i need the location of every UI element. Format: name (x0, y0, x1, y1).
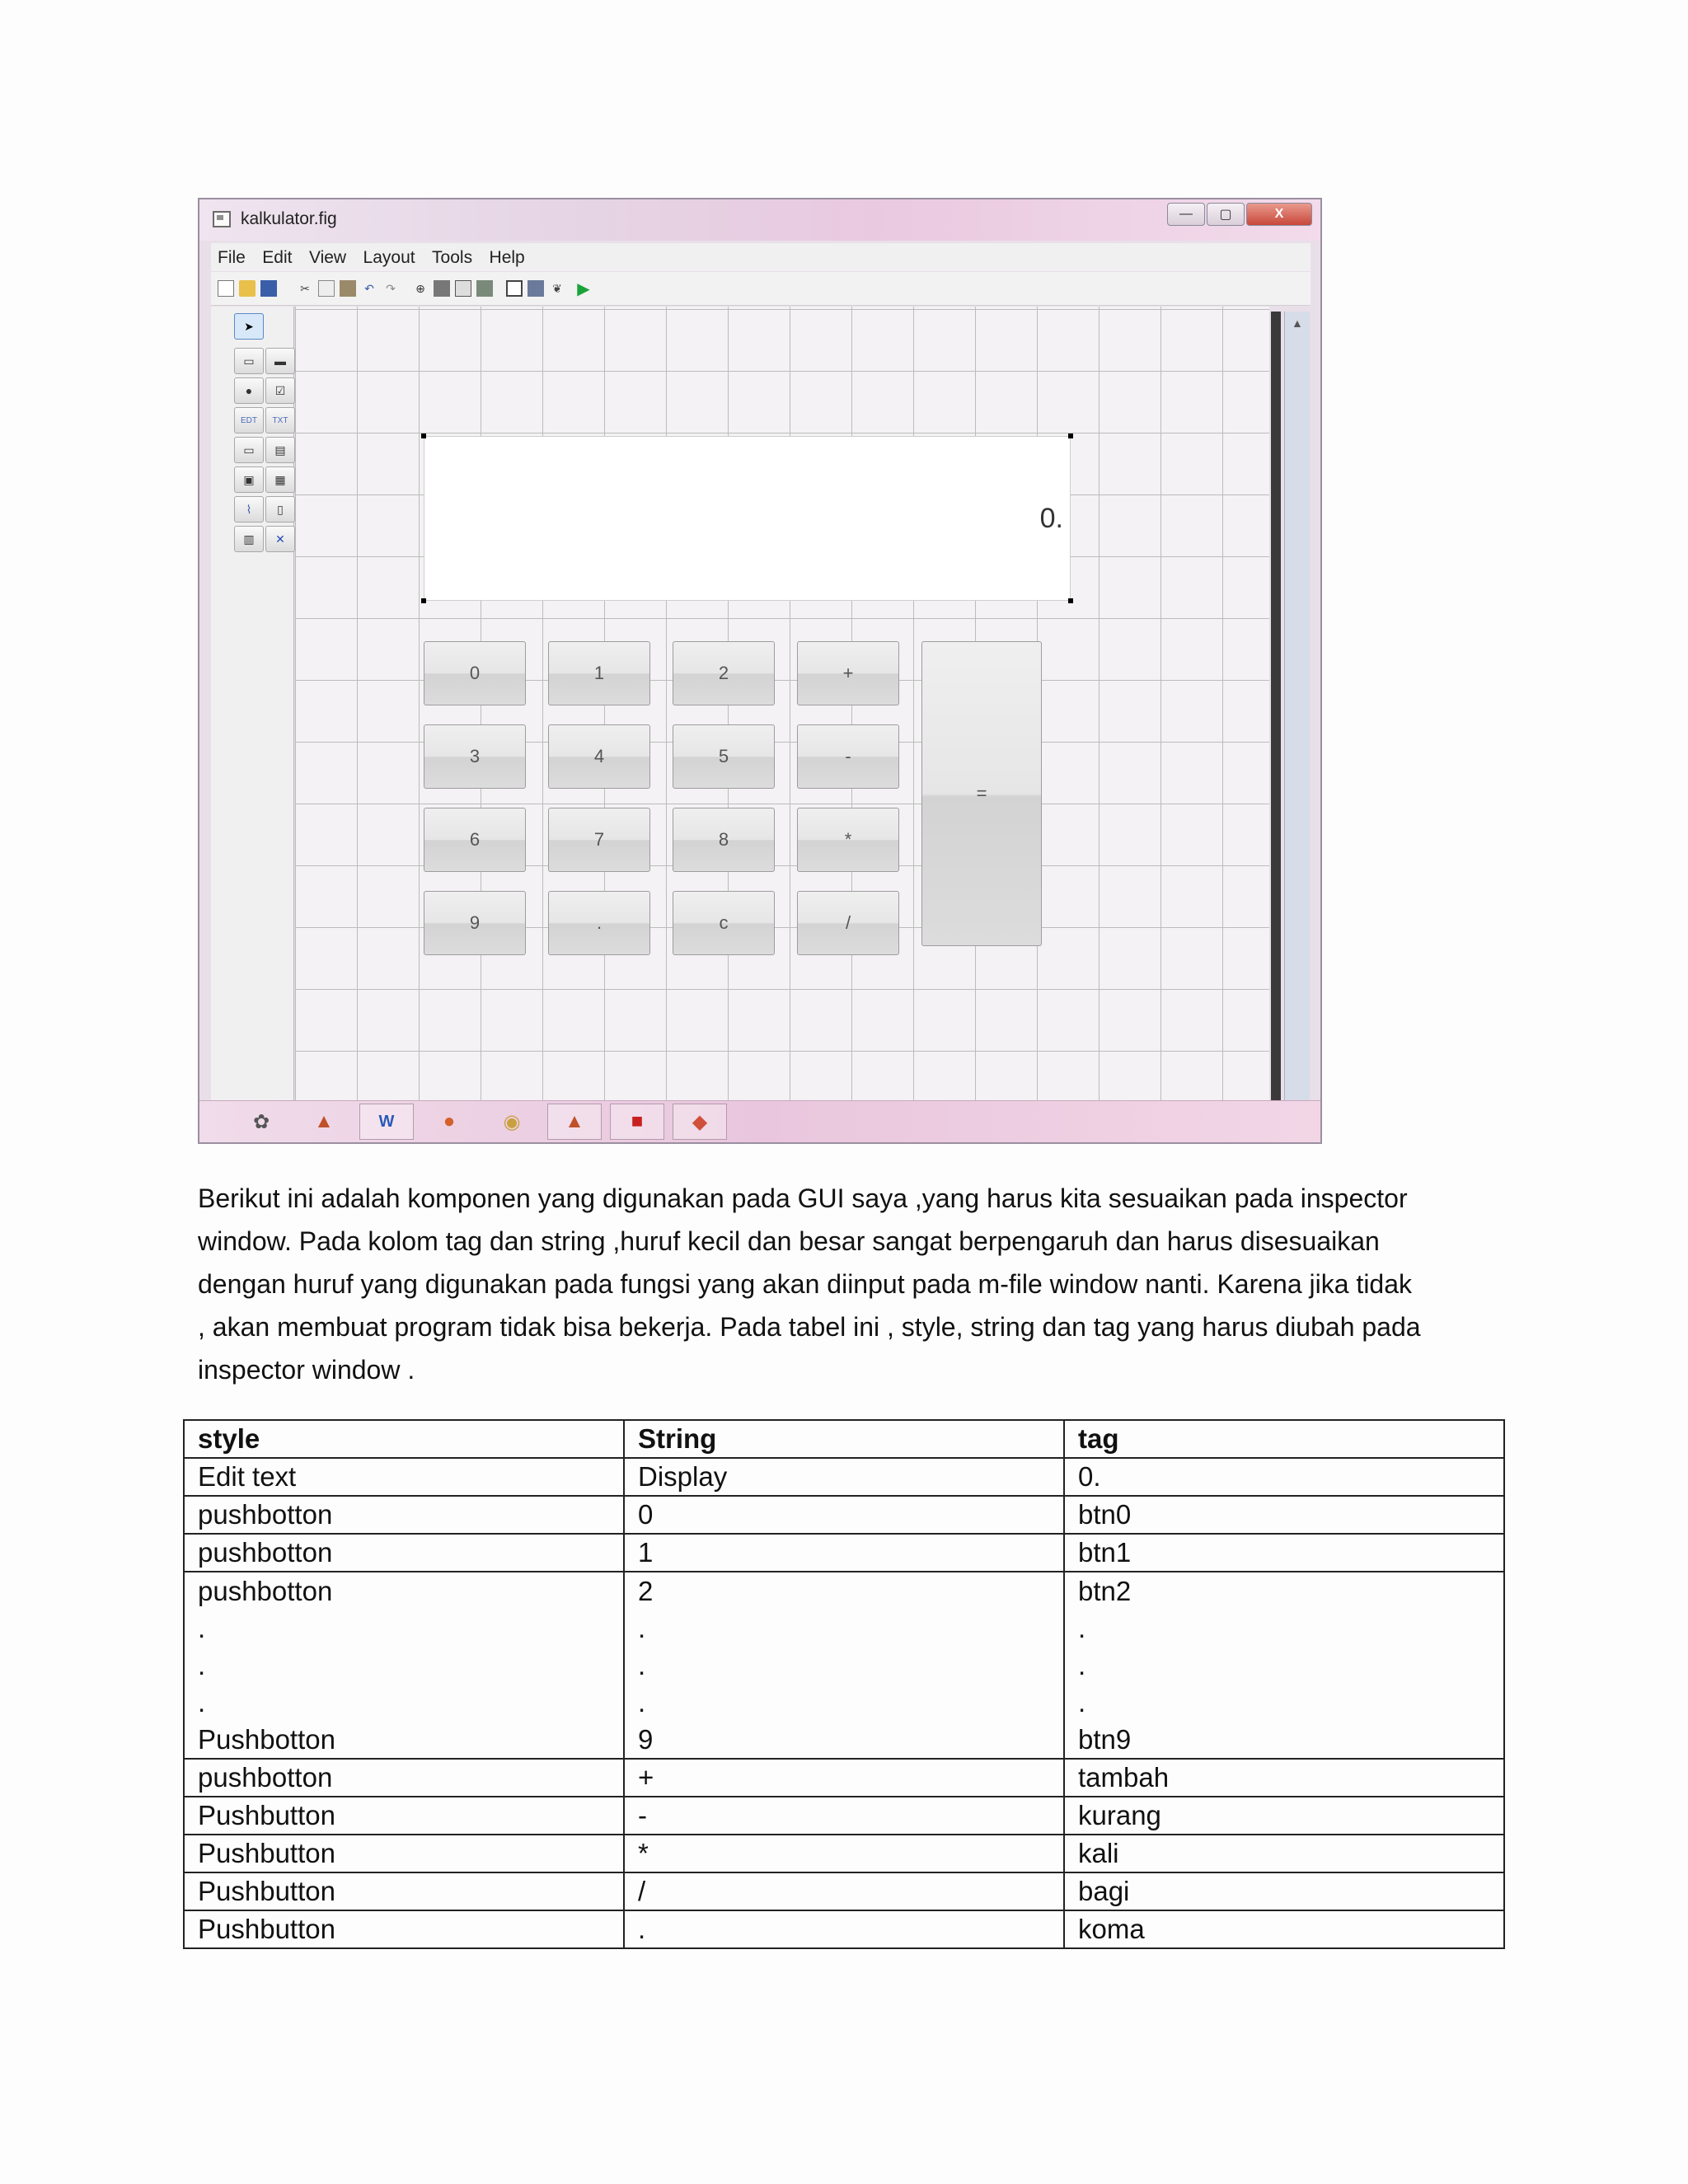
selection-handle[interactable] (1068, 598, 1073, 603)
tab-order-icon[interactable] (455, 280, 471, 297)
bagi-button[interactable]: / (797, 891, 899, 955)
menu-bar (211, 243, 1311, 271)
cell-line: . (638, 1687, 646, 1718)
btn3[interactable]: 3 (424, 724, 526, 789)
matlab-guide-icon[interactable]: ▲ (547, 1104, 602, 1140)
kali-button[interactable]: * (797, 808, 899, 872)
cell-string: . (624, 1910, 1064, 1948)
menu-file[interactable]: File (218, 248, 246, 267)
btn1[interactable]: 1 (548, 641, 650, 705)
paragraph-line: inspector window . (198, 1355, 415, 1385)
selection-handle[interactable] (1068, 434, 1073, 438)
btn2[interactable]: 2 (673, 641, 775, 705)
menu-view[interactable]: View (308, 248, 347, 267)
table-row (184, 1910, 1504, 1948)
cell-string: / (624, 1872, 1064, 1910)
run-icon[interactable]: ▶ (577, 279, 590, 298)
radio-button-tool-icon[interactable]: ● (234, 377, 264, 404)
component-table (183, 1419, 1505, 1949)
open-folder-icon[interactable] (239, 280, 256, 297)
display-edit-text[interactable] (424, 436, 1071, 601)
cell-string (624, 1572, 1064, 1759)
cell-line: . (198, 1687, 206, 1718)
selection-handle[interactable] (421, 598, 426, 603)
cell-line: . (198, 1650, 206, 1680)
cell-tag: btn0 (1064, 1496, 1504, 1534)
cell-line: . (1078, 1613, 1086, 1643)
cell-string: 1 (624, 1534, 1064, 1572)
cell-style (184, 1572, 624, 1759)
start-orb-icon[interactable]: ✿ (252, 1110, 270, 1133)
static-text-tool-icon[interactable]: TXT (265, 407, 295, 434)
taskbar (199, 1100, 1320, 1142)
menu-help[interactable]: Help (489, 248, 525, 267)
checkbox-tool-icon[interactable]: ☑ (265, 377, 295, 404)
button-group-tool-icon[interactable]: ▥ (234, 526, 264, 552)
powerpoint-icon[interactable]: ◆ (673, 1104, 727, 1140)
cell-line: . (638, 1650, 646, 1680)
table-row (184, 1458, 1504, 1496)
cell-string: * (624, 1835, 1064, 1872)
clear-button[interactable]: c (673, 891, 775, 955)
cell-tag: 0. (1064, 1458, 1504, 1496)
table-header-row (184, 1420, 1504, 1458)
cell-tag (1064, 1572, 1504, 1759)
cell-tag: kali (1064, 1835, 1504, 1872)
object-browser-icon[interactable]: ❦ (552, 281, 562, 295)
display-value: 0. (1039, 503, 1063, 534)
table-row (184, 1835, 1504, 1872)
scroll-up-icon[interactable]: ▲ (1292, 316, 1303, 330)
cut-icon[interactable]: ✂ (300, 281, 310, 295)
toolbar (211, 272, 1311, 306)
acrobat-icon[interactable]: ■ (610, 1104, 664, 1140)
description-paragraph (198, 1177, 1500, 1391)
menu-editor-icon[interactable] (434, 280, 450, 297)
vertical-scrollbar[interactable] (1284, 312, 1310, 1101)
koma-button[interactable]: . (548, 891, 650, 955)
cell-line: 2 (638, 1576, 654, 1606)
selection-handle[interactable] (421, 434, 426, 438)
undo-icon[interactable]: ↶ (364, 281, 374, 295)
window-title: kalkulator.fig (241, 209, 337, 228)
btn6[interactable]: 6 (424, 808, 526, 872)
cell-string: - (624, 1797, 1064, 1835)
table-row (184, 1759, 1504, 1797)
btn7[interactable]: 7 (548, 808, 650, 872)
cell-style: Pushbutton (184, 1835, 624, 1872)
cell-style: pushbotton (184, 1534, 624, 1572)
cell-line: btn9 (1078, 1724, 1132, 1755)
equals-button[interactable]: = (921, 641, 1042, 946)
figure-icon (213, 211, 231, 227)
btn4[interactable]: 4 (548, 724, 650, 789)
table-row (184, 1534, 1504, 1572)
kurang-button[interactable]: - (797, 724, 899, 789)
table-row (184, 1572, 1504, 1759)
minimize-button[interactable]: — (1167, 203, 1205, 226)
edit-text-tool-icon[interactable]: EDT (234, 407, 264, 434)
cell-line: Pushbotton (198, 1724, 335, 1755)
cell-line: btn2 (1078, 1576, 1132, 1606)
panel-tool-icon[interactable]: ▯ (265, 496, 295, 523)
copy-icon[interactable] (318, 280, 335, 297)
word-icon[interactable]: W (359, 1104, 414, 1140)
cell-line: . (1078, 1650, 1086, 1680)
select-tool-icon[interactable]: ➤ (234, 313, 264, 340)
window-titlebar (199, 199, 1320, 241)
align-icon[interactable]: ⊕ (415, 281, 425, 295)
matlab-icon[interactable]: ▲ (314, 1110, 334, 1132)
table-row (184, 1872, 1504, 1910)
axes-tool-icon[interactable]: ⌇ (234, 496, 264, 523)
toolbar-editor-icon[interactable] (476, 280, 493, 297)
menu-tools[interactable]: Tools (432, 248, 473, 267)
redo-icon[interactable]: ↷ (386, 281, 396, 295)
slider-tool-icon[interactable]: ▬ (265, 348, 295, 374)
btn8[interactable]: 8 (673, 808, 775, 872)
cell-string: Display (624, 1458, 1064, 1496)
window-controls (1165, 203, 1312, 226)
component-palette (211, 307, 294, 1101)
app-icon[interactable]: ◉ (503, 1110, 521, 1133)
cell-line: 9 (638, 1724, 654, 1755)
cell-string: + (624, 1759, 1064, 1797)
cell-tag: bagi (1064, 1872, 1504, 1910)
cell-style: Pushbutton (184, 1797, 624, 1835)
cell-style: pushbotton (184, 1496, 624, 1534)
canvas-edge (1271, 312, 1281, 1101)
paragraph-line: , akan membuat program tidak bisa bekerja. Pada tabel ini , style, string dan tag yang harus diubah pada (198, 1312, 1421, 1342)
cell-style: pushbotton (184, 1759, 624, 1797)
popup-menu-tool-icon[interactable]: ▭ (234, 437, 264, 463)
cell-style: Edit text (184, 1458, 624, 1496)
btn5[interactable]: 5 (673, 724, 775, 789)
header-tag: tag (1064, 1420, 1504, 1458)
header-style: style (184, 1420, 624, 1458)
cell-line: . (198, 1613, 206, 1643)
cell-tag: tambah (1064, 1759, 1504, 1797)
header-string: String (624, 1420, 1064, 1458)
cell-tag: koma (1064, 1910, 1504, 1948)
menu-edit[interactable]: Edit (262, 248, 293, 267)
cell-tag: btn1 (1064, 1534, 1504, 1572)
cell-style: Pushbutton (184, 1910, 624, 1948)
guide-screenshot (198, 198, 1322, 1144)
btn9[interactable]: 9 (424, 891, 526, 955)
cell-line: . (1078, 1687, 1086, 1718)
cell-tag: kurang (1064, 1797, 1504, 1835)
firefox-icon[interactable]: ● (443, 1110, 456, 1132)
menu-layout[interactable]: Layout (363, 248, 415, 267)
table-row (184, 1496, 1504, 1534)
table-tool-icon[interactable]: ▦ (265, 466, 295, 493)
pushbutton-tool-icon[interactable]: ▭ (234, 348, 264, 374)
save-icon[interactable] (260, 280, 277, 297)
cell-string: 0 (624, 1496, 1064, 1534)
close-button[interactable]: X (1246, 203, 1312, 226)
tambah-button[interactable]: + (797, 641, 899, 705)
paragraph-line: Berikut ini adalah komponen yang digunakan pada GUI saya ,yang harus kita sesuaikan pada inspector (198, 1183, 1408, 1213)
btn0[interactable]: 0 (424, 641, 526, 705)
listbox-tool-icon[interactable]: ▤ (265, 437, 295, 463)
table-row (184, 1797, 1504, 1835)
cell-line: . (638, 1613, 646, 1643)
cell-style: Pushbutton (184, 1872, 624, 1910)
editor-icon[interactable] (506, 280, 523, 297)
activex-tool-icon[interactable]: ✕ (265, 526, 295, 552)
new-file-icon[interactable] (218, 280, 234, 297)
cell-line: pushbotton (198, 1576, 333, 1606)
maximize-button[interactable]: ▢ (1207, 203, 1245, 226)
property-inspector-icon[interactable] (528, 280, 544, 297)
paste-icon[interactable] (340, 280, 356, 297)
paragraph-line: dengan huruf yang digunakan pada fungsi yang akan diinput pada m-file window nanti. Karena jika tidak (198, 1269, 1413, 1299)
toggle-button-tool-icon[interactable]: ▣ (234, 466, 264, 493)
paragraph-line: window. Pada kolom tag dan string ,huruf kecil dan besar sangat berpengaruh dan harus disesuaikan (198, 1226, 1380, 1256)
